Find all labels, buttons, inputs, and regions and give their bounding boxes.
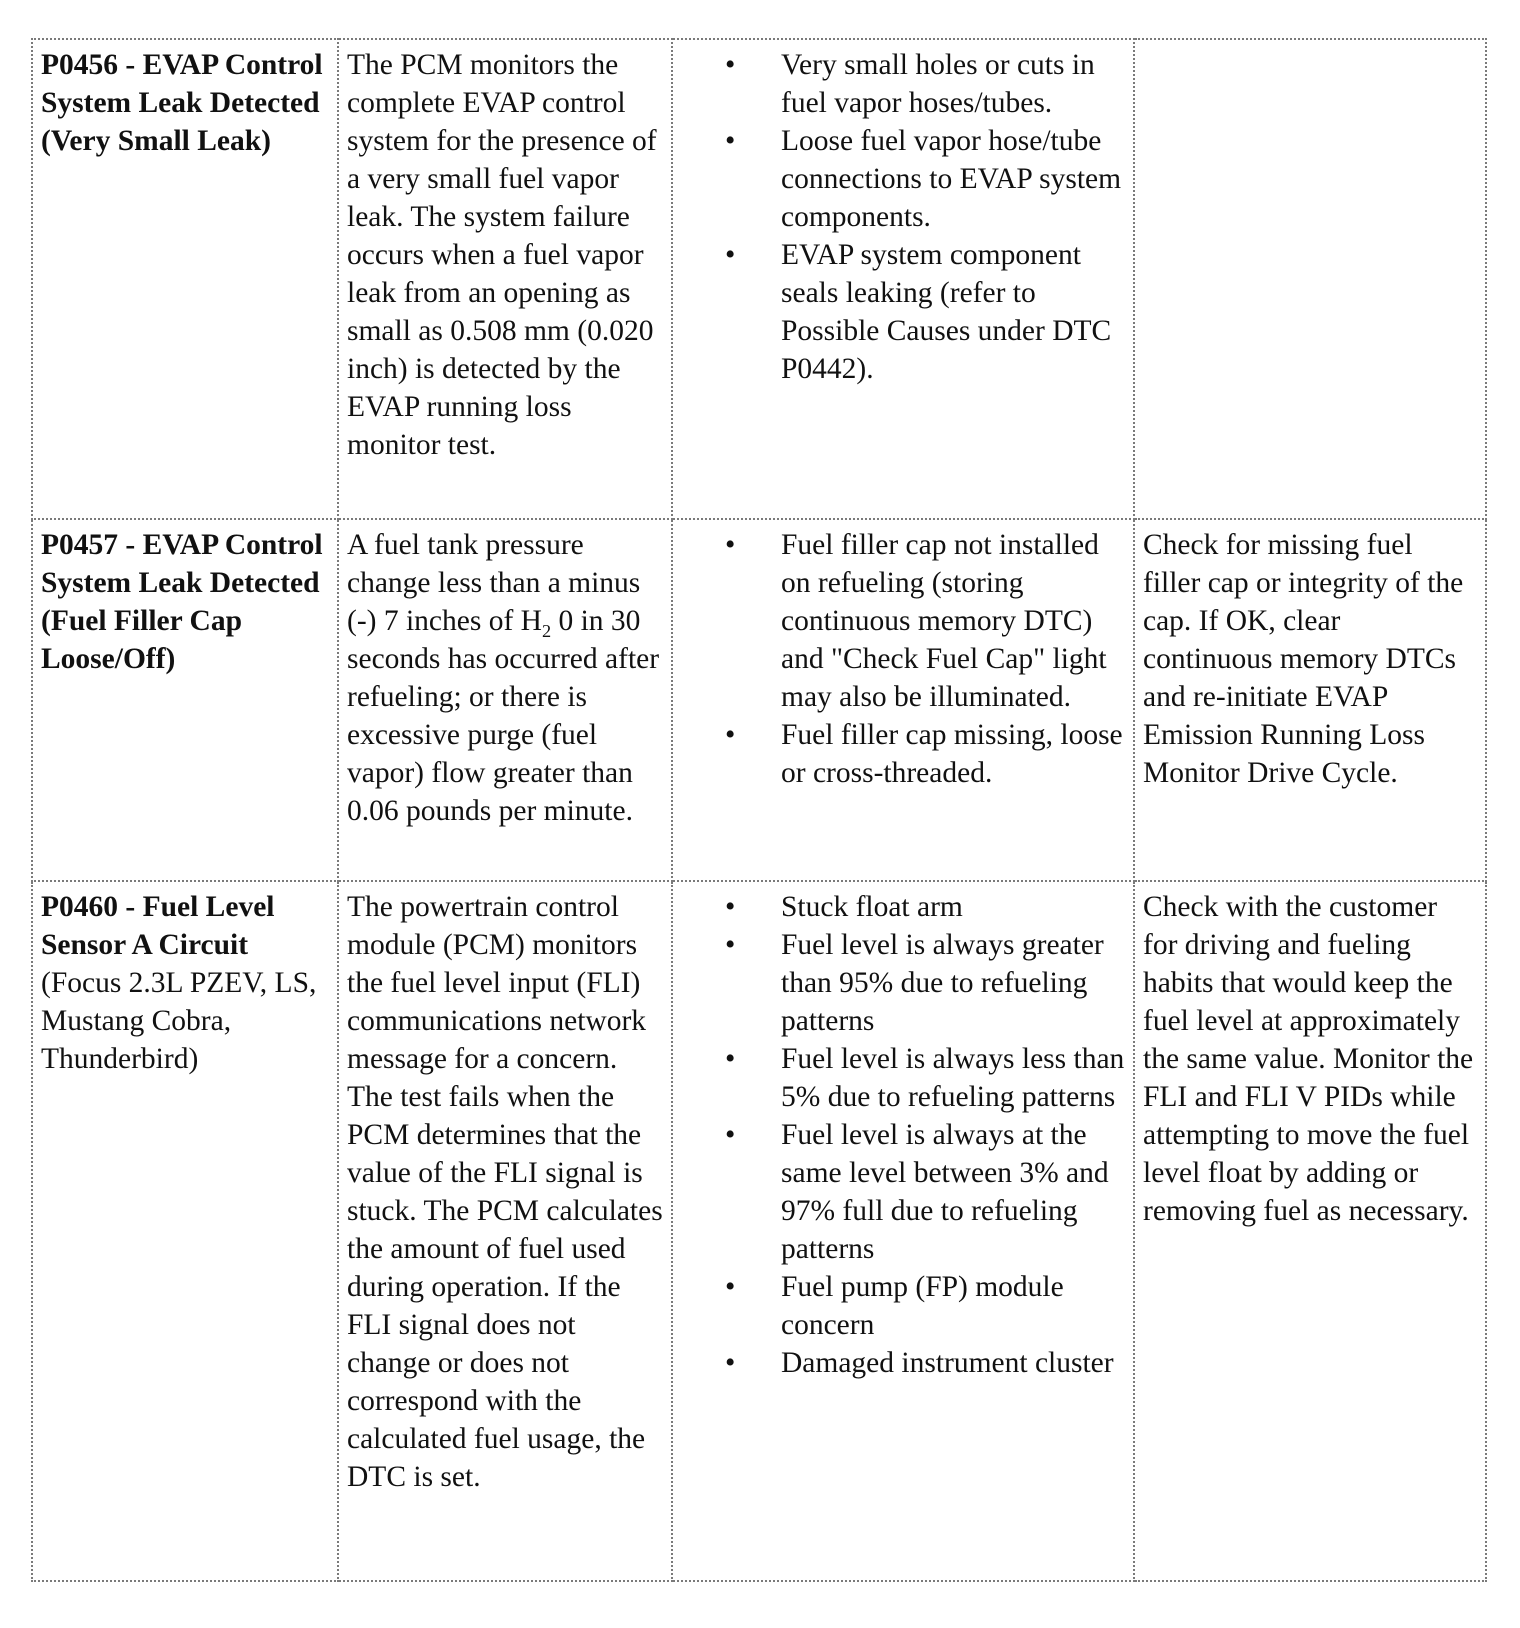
table-row — [32, 39, 1486, 519]
dtc-code-title: P0456 - EVAP Control System Leak Detected (Very Small Leak) — [41, 49, 323, 157]
action-cell: Check with the customer for driving and fueling habits that would keep the fuel level at approximately the same value. Monitor the FLI and FLI V PIDs while attempting to move the fuel level float by adding or removing fuel as necessary. — [1134, 881, 1486, 1581]
list-item: • Loose fuel vapor hose/tube connections to EVAP system components. — [677, 122, 1125, 236]
list-item: • EVAP system component seals leaking (refer to Possible Causes under DTC P0442). — [677, 236, 1125, 388]
description-text-after: 0 in 30 seconds has occurred after refueling; or there is excessive purge (fuel vapor) flow greater than 0.06 pounds per minute. — [347, 605, 660, 827]
possible-causes-cell — [672, 881, 1134, 1581]
dtc-code-cell — [32, 39, 338, 519]
description-text-before: A fuel tank pressure change less than a minus (-) 7 inches of H — [347, 529, 641, 637]
list-item: • Very small holes or cuts in fuel vapor hoses/tubes. — [677, 46, 1125, 122]
possible-causes-cell — [672, 519, 1134, 881]
table-row — [32, 881, 1486, 1581]
list-item: • Fuel level is always greater than 95% due to refueling patterns — [677, 926, 1125, 1040]
list-item: • Fuel filler cap not installed on refueling (storing continuous memory DTC) and "Check Fuel Cap" light may also be illuminated. — [677, 526, 1125, 716]
list-item: • Damaged instrument cluster — [677, 1344, 1125, 1382]
action-cell: Check for missing fuel filler cap or integrity of the cap. If OK, clear continuous memory DTCs and re-initiate EVAP Emission Running Loss Monitor Drive Cycle. — [1134, 519, 1486, 881]
list-item: • Fuel level is always less than 5% due to refueling patterns — [677, 1040, 1125, 1116]
description-cell — [338, 519, 672, 881]
list-item: • Fuel level is always at the same level between 3% and 97% full due to refueling patterns — [677, 1116, 1125, 1268]
description-cell: The powertrain control module (PCM) monitors the fuel level input (FLI) communications network message for a concern. The test fails when the PCM determines that the value of the FLI signal is stuck. The PCM calculates the amount of fuel used during operation. If the FLI signal does not change or does not correspond with the calculated fuel usage, the DTC is set. — [338, 881, 672, 1581]
dtc-code-cell — [32, 519, 338, 881]
dtc-code-applicability: (Focus 2.3L PZEV, LS, Mustang Cobra, Thunderbird) — [41, 967, 317, 1075]
action-cell — [1134, 39, 1486, 519]
dtc-code-cell — [32, 881, 338, 1581]
possible-causes-list — [677, 888, 1125, 1382]
list-item: • Stuck float arm — [677, 888, 1125, 926]
table-row — [32, 519, 1486, 881]
description-cell: The PCM monitors the complete EVAP control system for the presence of a very small fuel vapor leak. The system failure occurs when a fuel vapor leak from an opening as small as 0.508 mm (0.020 inch) is detected by the EVAP running loss monitor test. — [338, 39, 672, 519]
possible-causes-list — [677, 526, 1125, 792]
dtc-code-title: P0460 - Fuel Level Sensor A Circuit — [41, 891, 275, 961]
possible-causes-cell — [672, 39, 1134, 519]
possible-causes-list — [677, 46, 1125, 388]
dtc-table — [31, 38, 1487, 1582]
subscript-two: 2 — [541, 620, 552, 641]
dtc-code-title: P0457 - EVAP Control System Leak Detected (Fuel Filler Cap Loose/Off) — [41, 529, 323, 675]
list-item: • Fuel pump (FP) module concern — [677, 1268, 1125, 1344]
list-item: • Fuel filler cap missing, loose or cross-threaded. — [677, 716, 1125, 792]
